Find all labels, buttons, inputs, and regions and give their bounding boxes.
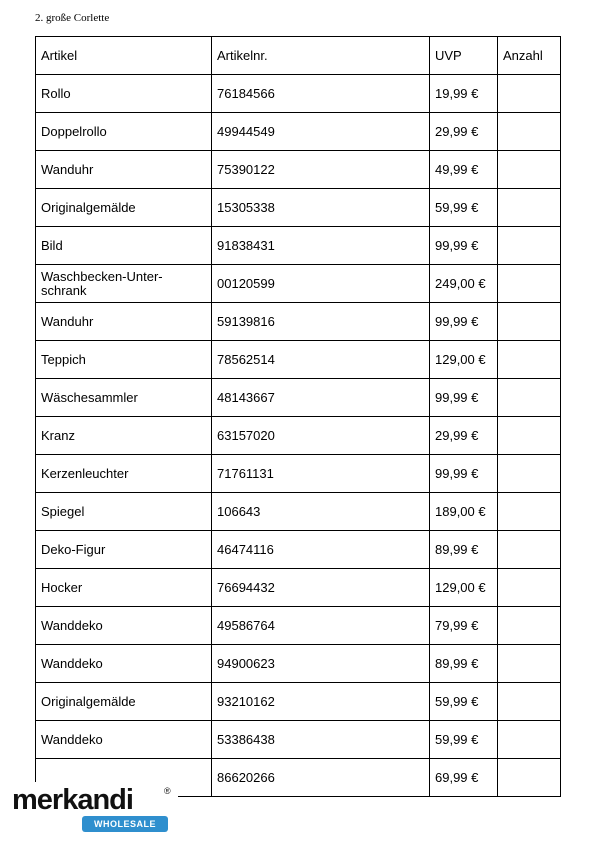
cell-anzahl: [498, 417, 561, 455]
cell-anzahl: [498, 227, 561, 265]
table-row: [36, 455, 561, 493]
cell-uvp: 29,99 €: [430, 113, 498, 151]
cell-uvp: 129,00 €: [430, 341, 498, 379]
cell-artikelnr: 63157020: [212, 417, 430, 455]
table-header-row: [36, 37, 561, 75]
cell-uvp: 59,99 €: [430, 189, 498, 227]
cell-artikelnr: 76184566: [212, 75, 430, 113]
cell-uvp: 99,99 €: [430, 379, 498, 417]
cell-artikel: Wanduhr: [36, 303, 212, 341]
cell-artikelnr: 48143667: [212, 379, 430, 417]
table-row: [36, 721, 561, 759]
cell-artikel: Wanduhr: [36, 151, 212, 189]
cell-uvp: 69,99 €: [430, 759, 498, 797]
cell-uvp: 79,99 €: [430, 607, 498, 645]
cell-uvp: 89,99 €: [430, 531, 498, 569]
cell-uvp: 19,99 €: [430, 75, 498, 113]
cell-artikel: Waschbecken-Unter-schrank: [36, 265, 212, 303]
cell-uvp: 29,99 €: [430, 417, 498, 455]
cell-artikelnr: 46474116: [212, 531, 430, 569]
column-header-artikelnr: Artikelnr.: [212, 37, 430, 75]
cell-uvp: 49,99 €: [430, 151, 498, 189]
table-row: [36, 607, 561, 645]
cell-artikelnr: 15305338: [212, 189, 430, 227]
cell-artikelnr: 49586764: [212, 607, 430, 645]
cell-artikel: Deko-Figur: [36, 531, 212, 569]
cell-artikel: Wanddeko: [36, 645, 212, 683]
cell-anzahl: [498, 303, 561, 341]
merkandi-watermark-logo: [8, 782, 178, 838]
cell-anzahl: [498, 683, 561, 721]
cell-anzahl: [498, 379, 561, 417]
cell-anzahl: [498, 569, 561, 607]
table-row: [36, 493, 561, 531]
cell-artikelnr: 71761131: [212, 455, 430, 493]
cell-artikelnr: 76694432: [212, 569, 430, 607]
table-row: [36, 75, 561, 113]
table-row: [36, 417, 561, 455]
cell-uvp: 89,99 €: [430, 645, 498, 683]
cell-artikelnr: 106643: [212, 493, 430, 531]
column-header-artikel: Artikel: [36, 37, 212, 75]
cell-artikelnr: 59139816: [212, 303, 430, 341]
cell-artikel: Teppich: [36, 341, 212, 379]
cell-artikel: Kerzenleuchter: [36, 455, 212, 493]
cell-anzahl: [498, 75, 561, 113]
table-row: [36, 341, 561, 379]
cell-artikel: Hocker: [36, 569, 212, 607]
article-table: [35, 36, 561, 797]
wholesale-badge: WHOLESALE: [82, 816, 168, 832]
cell-uvp: 99,99 €: [430, 227, 498, 265]
cell-anzahl: [498, 341, 561, 379]
cell-anzahl: [498, 531, 561, 569]
cell-artikel: Rollo: [36, 75, 212, 113]
logo-wordmark: merkandi: [12, 784, 133, 816]
table-row: [36, 265, 561, 303]
table-body: [36, 75, 561, 797]
cell-artikelnr: 00120599: [212, 265, 430, 303]
cell-artikel: Kranz: [36, 417, 212, 455]
table-row: [36, 683, 561, 721]
cell-anzahl: [498, 455, 561, 493]
cell-uvp: 99,99 €: [430, 303, 498, 341]
table-row: [36, 151, 561, 189]
cell-artikelnr: 49944549: [212, 113, 430, 151]
table-row: [36, 227, 561, 265]
cell-artikelnr: 91838431: [212, 227, 430, 265]
cell-anzahl: [498, 151, 561, 189]
cell-uvp: 59,99 €: [430, 721, 498, 759]
table-row: [36, 645, 561, 683]
cell-uvp: 129,00 €: [430, 569, 498, 607]
cell-artikel: Wanddeko: [36, 607, 212, 645]
cell-anzahl: [498, 113, 561, 151]
table-row: [36, 189, 561, 227]
cell-uvp: 189,00 €: [430, 493, 498, 531]
cell-artikelnr: 93210162: [212, 683, 430, 721]
cell-anzahl: [498, 759, 561, 797]
column-header-anzahl: Anzahl: [498, 37, 561, 75]
cell-artikelnr: 94900623: [212, 645, 430, 683]
cell-artikelnr: 53386438: [212, 721, 430, 759]
cell-anzahl: [498, 721, 561, 759]
cell-uvp: 59,99 €: [430, 683, 498, 721]
cell-artikel: Spiegel: [36, 493, 212, 531]
document-title: 2. große Corlette: [35, 12, 110, 24]
table-row: [36, 303, 561, 341]
table-row: [36, 531, 561, 569]
registered-mark: ®: [164, 786, 171, 796]
cell-anzahl: [498, 189, 561, 227]
table-row: [36, 113, 561, 151]
cell-anzahl: [498, 265, 561, 303]
cell-artikel: Wanddeko: [36, 721, 212, 759]
cell-anzahl: [498, 607, 561, 645]
cell-anzahl: [498, 645, 561, 683]
cell-artikel: Wäschesammler: [36, 379, 212, 417]
cell-anzahl: [498, 493, 561, 531]
cell-artikel: Originalgemälde: [36, 189, 212, 227]
column-header-uvp: UVP: [430, 37, 498, 75]
cell-artikel: Bild: [36, 227, 212, 265]
table-row: [36, 379, 561, 417]
cell-artikelnr: 78562514: [212, 341, 430, 379]
cell-artikel: Doppelrollo: [36, 113, 212, 151]
cell-uvp: 99,99 €: [430, 455, 498, 493]
cell-artikelnr: 75390122: [212, 151, 430, 189]
cell-artikelnr: 86620266: [212, 759, 430, 797]
table-row: [36, 569, 561, 607]
cell-artikel: Originalgemälde: [36, 683, 212, 721]
cell-uvp: 249,00 €: [430, 265, 498, 303]
